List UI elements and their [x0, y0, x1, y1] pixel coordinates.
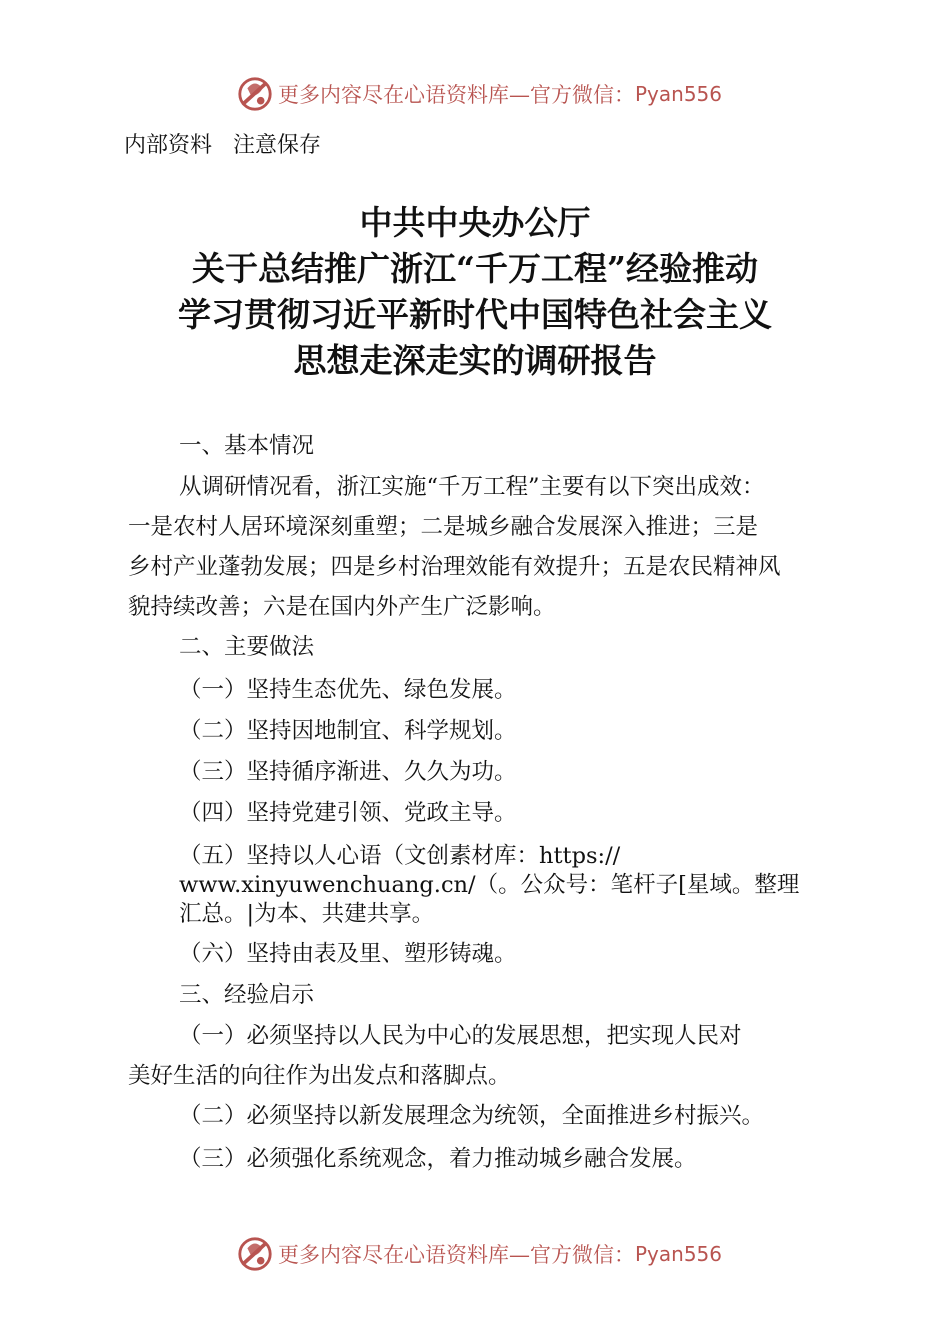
section-1-paragraph-line-4: 貌持续改善；六是在国内外产生广泛影响。: [128, 594, 556, 620]
section-2-item-3: （三）坚持循序渐进、久久为功。: [179, 759, 517, 785]
watermark-text: 更多内容尽在心语资料库—官方微信：: [278, 1243, 635, 1267]
section-2-item-4: （四）坚持党建引领、党政主导。: [179, 800, 517, 826]
title-line-3: 学习贯彻习近平新时代中国特色社会主义: [178, 295, 772, 334]
title-line-2: 关于总结推广浙江“千万工程”经验推动: [192, 249, 758, 288]
watermark-text: 更多内容尽在心语资料库—官方微信：: [278, 83, 635, 107]
section-1-paragraph-line-2: 一是农村人居环境深刻重塑；二是城乡融合发展深入推进；三是: [128, 514, 759, 540]
hand-logo-icon: [236, 1235, 274, 1273]
hand-logo-icon: [236, 75, 274, 113]
section-2-item-5: [179, 842, 839, 929]
section-3-item-2: （二）必须坚持以新发展理念为统领，全面推进乡村振兴。: [179, 1103, 765, 1129]
watermark-footer: [236, 1234, 722, 1274]
section-1-paragraph-line-1: 从调研情况看，浙江实施“千万工程”主要有以下突出成效：: [179, 474, 765, 500]
watermark-wechat-id: Pyan556: [635, 1242, 723, 1266]
title-line-4: 思想走深走实的调研报告: [293, 341, 657, 380]
section-3-heading: 三、经验启示: [179, 982, 315, 1008]
section-2-item-6: （六）坚持由表及里、塑形铸魂。: [179, 941, 517, 967]
section-3-item-1-line-2: 美好生活的向往作为出发点和落脚点。: [128, 1063, 511, 1089]
document-title: [0, 200, 950, 384]
section-1-heading: 一、基本情况: [179, 433, 315, 459]
watermark-wechat-id: Pyan556: [635, 82, 723, 106]
section-3-item-1-line-1: （一）必须坚持以人民为中心的发展思想，把实现人民对: [179, 1023, 742, 1049]
section-3-item-3: （三）必须强化系统观念，着力推动城乡融合发展。: [179, 1146, 697, 1172]
section-2-item-5-line-1: （五）坚持以人心语（文创素材库：https://: [179, 843, 621, 869]
section-2-item-5-line-2: www.xinyuwenchuang.cn/（。公众号：笔杆子[星域。整理: [179, 872, 800, 898]
section-2-heading: 二、主要做法: [179, 634, 315, 660]
section-2-item-2: （二）坚持因地制宜、科学规划。: [179, 718, 517, 744]
section-2-item-1: （一）坚持生态优先、绿色发展。: [179, 677, 517, 703]
section-2-item-5-line-3: 汇总。|为本、共建共享。: [179, 901, 435, 927]
internal-notice: 内部资料 注意保存: [124, 133, 321, 158]
section-1-paragraph-line-3: 乡村产业蓬勃发展；四是乡村治理效能有效提升；五是农民精神风: [128, 554, 781, 580]
title-line-1: 中共中央办公厅: [359, 203, 591, 242]
watermark-header: [236, 74, 722, 114]
